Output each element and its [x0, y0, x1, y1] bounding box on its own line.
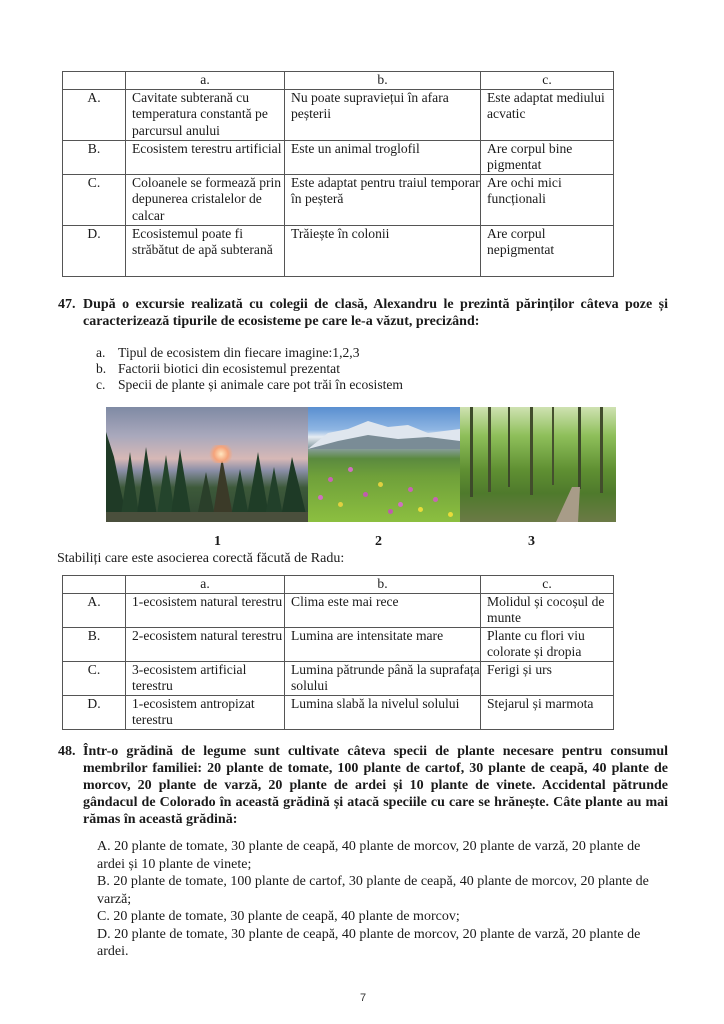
cell-a: 1-ecosistem natural terestru — [126, 593, 285, 627]
table-header-row — [63, 576, 614, 594]
question-text: Într-o grădină de legume sunt cultivate câteva specii de plante necesare pentru consumul membrilor familiei: 20 plante de tomate, 100 plante de cartof, 30 plante de ceapă, 40 plante de morcov, 20 plante de varză, 20 plante de ardei și 10 plante de vinete. Accidental pătrunde gândacul de Colorado în această grădină și atacă speciile cu care se hrănește. Câte plante au mai rămas în această grădină: — [83, 744, 668, 827]
table-row — [63, 627, 614, 661]
list-item-text: Specii de plante și animale care pot trăi în ecosistem — [118, 377, 403, 392]
cave-ecosystem-table — [62, 71, 614, 277]
cell-c: Stejarul și marmota — [481, 695, 614, 729]
question-47 — [58, 296, 668, 330]
list-item-text: Factorii biotici din ecosistemul prezentat — [118, 361, 340, 376]
ecosystem-photos — [106, 407, 616, 522]
header-cell-empty — [63, 72, 126, 90]
cell-c: Are corpul nepigmentat — [481, 225, 614, 276]
cell-c: Molidul și cocoșul de munte — [481, 593, 614, 627]
table-row — [63, 174, 614, 225]
header-cell-a: a. — [126, 72, 285, 90]
cell-c: Este adaptat mediului acvatic — [481, 89, 614, 140]
table-row — [63, 140, 614, 174]
cell-c: Are corpul bine pigmentat — [481, 140, 614, 174]
cell-c: Plante cu flori viu colorate și dropia — [481, 627, 614, 661]
list-item-text: Tipul de ecosistem din fiecare imagine:1,2,3 — [118, 345, 360, 360]
list-item-label: b. — [96, 361, 107, 376]
question-text: După o excursie realizată cu colegii de clasă, Alexandru le prezintă părinților câteva poze și caracterizează tipurile de ecosisteme pe care le-a văzut, precizând: — [83, 297, 668, 329]
cell-b: Trăiește în colonii — [285, 225, 481, 276]
cell-b: Este un animal troglofil — [285, 140, 481, 174]
cell-b: Lumina slabă la nivelul solului — [285, 695, 481, 729]
row-label: D. — [63, 225, 126, 276]
cell-a: Coloanele se formează prin depunerea cristalelor de calcar — [126, 174, 285, 225]
table-header-row — [63, 72, 614, 90]
row-label: B. — [63, 627, 126, 661]
cell-a: Ecosistemul poate fi străbătut de apă subterană — [126, 225, 285, 276]
table-row — [63, 695, 614, 729]
header-cell-b: b. — [285, 576, 481, 594]
cell-a: 3-ecosistem artificial terestru — [126, 661, 285, 695]
header-cell-c: c. — [481, 576, 614, 594]
row-label: D. — [63, 695, 126, 729]
question-48 — [58, 743, 668, 828]
photo-alpine-meadow — [308, 407, 460, 522]
answer-option-a: A. 20 plante de tomate, 30 plante de ceapă, 40 plante de morcov, 20 plante de varză, 20 plante de ardei și 10 plante de vinete; — [97, 839, 641, 872]
cell-b: Clima este mai rece — [285, 593, 481, 627]
question-number: 48. — [58, 744, 76, 759]
question-48-options — [97, 838, 667, 961]
spruce-trees-icon — [106, 427, 308, 522]
photo-caption-2: 2 — [375, 534, 382, 549]
header-cell-empty — [63, 576, 126, 594]
cell-b: Este adaptat pentru traiul temporar în peșteră — [285, 174, 481, 225]
cell-a: 1-ecosistem antropizat terestru — [126, 695, 285, 729]
cell-a: 2-ecosistem natural terestru — [126, 627, 285, 661]
photo-caption-1: 1 — [214, 534, 221, 549]
list-item — [96, 361, 403, 377]
header-cell-c: c. — [481, 72, 614, 90]
question-47-requirements — [96, 345, 403, 393]
row-label: A. — [63, 593, 126, 627]
forest-path-icon — [460, 407, 616, 522]
list-item — [96, 345, 403, 361]
cell-b: Lumina pătrunde până la suprafața solului — [285, 661, 481, 695]
cell-b: Lumina are intensitate mare — [285, 627, 481, 661]
list-item — [96, 377, 403, 393]
photo-caption-3: 3 — [528, 534, 535, 549]
answer-option-b: B. 20 plante de tomate, 100 plante de cartof, 30 plante de ceapă, 40 plante de morcov, 20 plante de varză; — [97, 874, 649, 907]
header-cell-a: a. — [126, 576, 285, 594]
snowy-mountains-icon — [308, 419, 460, 449]
list-item-label: c. — [96, 377, 106, 392]
question-prompt: Stabiliți care este asocierea corectă făcută de Radu: — [57, 551, 345, 566]
table-row — [63, 661, 614, 695]
cell-a: Cavitate subterană cu temperatura constantă pe parcursul anului — [126, 89, 285, 140]
cell-c: Ferigi și urs — [481, 661, 614, 695]
row-label: A. — [63, 89, 126, 140]
table-row — [63, 593, 614, 627]
answer-option-d: D. 20 plante de tomate, 30 plante de ceapă, 40 plante de morcov, 20 plante de varză, 20 plante de ardei. — [97, 926, 641, 959]
photo-deciduous-forest — [460, 407, 616, 522]
table-row — [63, 89, 614, 140]
answer-option-c: C. 20 plante de tomate, 30 plante de ceapă, 40 plante de morcov; — [97, 909, 460, 924]
ecosystem-association-table — [62, 575, 614, 730]
row-label: C. — [63, 661, 126, 695]
row-label: C. — [63, 174, 126, 225]
photo-coniferous-forest — [106, 407, 308, 522]
table-row — [63, 225, 614, 276]
row-label: B. — [63, 140, 126, 174]
question-number: 47. — [58, 297, 76, 312]
cell-a: Ecosistem terestru artificial — [126, 140, 285, 174]
cell-b: Nu poate supraviețui în afara peșterii — [285, 89, 481, 140]
list-item-label: a. — [96, 345, 106, 360]
cell-c: Are ochi mici funcționali — [481, 174, 614, 225]
page-number: 7 — [360, 992, 367, 1004]
header-cell-b: b. — [285, 72, 481, 90]
